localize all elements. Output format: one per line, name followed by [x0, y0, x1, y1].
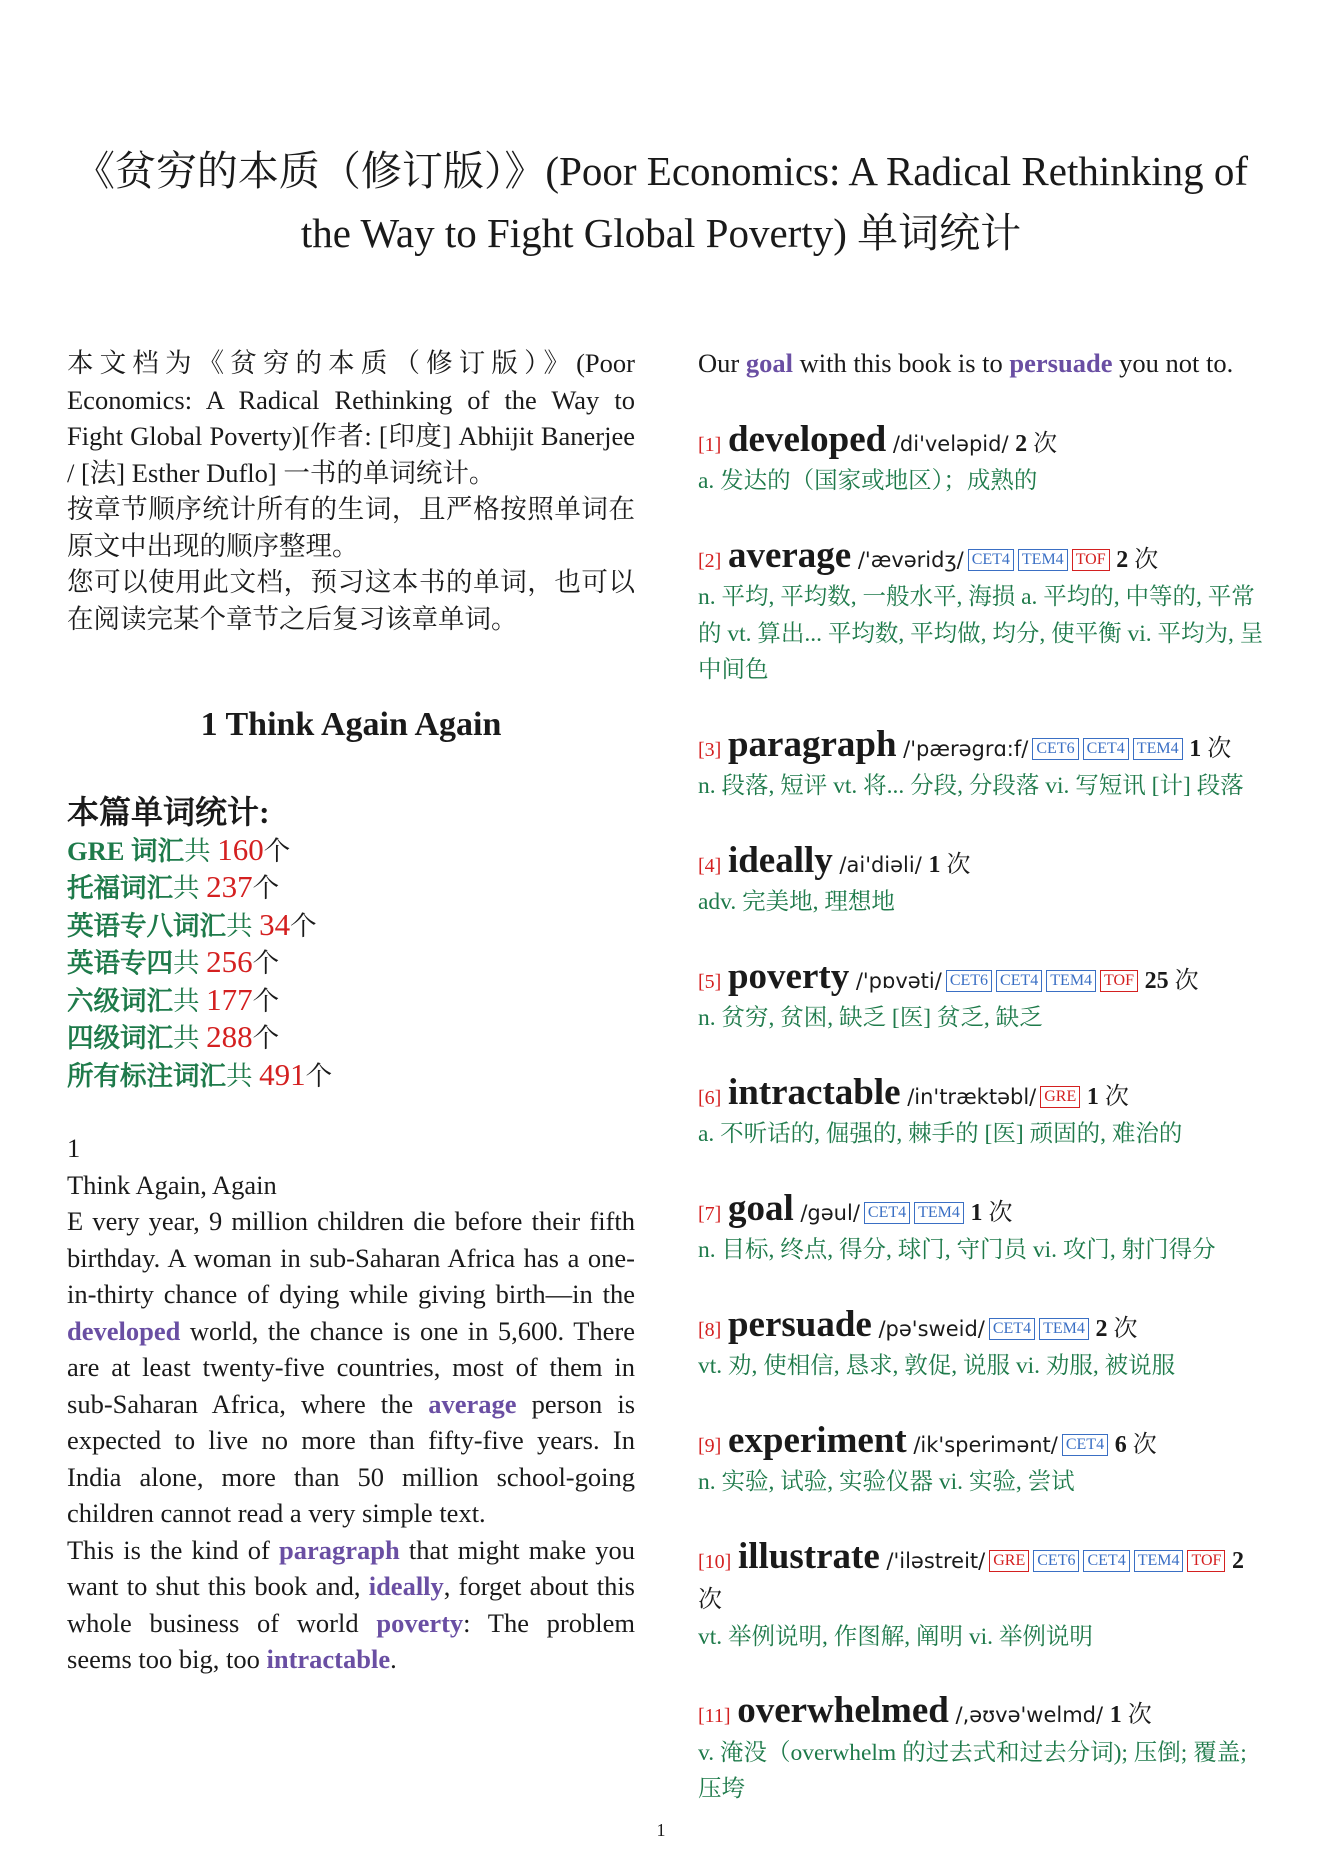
vocab-entry: [698, 1535, 1266, 1656]
vocab-entry: [698, 1187, 1266, 1269]
entry-index: [2]: [698, 549, 722, 572]
body-paragraph-1: E very year, 9 million children die before their fifth birthday. A woman in sub-Saharan Africa has a one-in-thirty chance of dying while giving birth—in the developed world, the chance is one in 5,600. There are at least twenty-five countries, most of them in sub-Saharan Africa, where the average person is expected to live no more than fifty-five years. In India alone, more than 50 million school-going children cannot read a very simple text.: [67, 1206, 636, 1528]
entry-head: [698, 1535, 1266, 1619]
exam-tag: CET6: [1032, 738, 1078, 760]
entry-count: 2 次: [698, 1547, 1245, 1613]
entry-head: [698, 1419, 1266, 1465]
word-stats: [67, 792, 635, 1095]
entry-count: 6 次: [1114, 1431, 1157, 1458]
entry-index: [9]: [698, 1434, 722, 1457]
exam-tag: TOF: [1100, 970, 1138, 992]
entry-definition: v. 淹没（overwhelm 的过去式和过去分词); 压倒; 覆盖; 压垮: [698, 1739, 1247, 1802]
highlight-word: poverty: [376, 1607, 464, 1638]
stat-mid: 共: [173, 1023, 207, 1053]
entry-definition: n. 平均, 平均数, 一般水平, 海损 a. 平均的, 中等的, 平常的 vt. 算出... 平均数, 平均做, 均分, 使平衡 vi. 平均为, 呈中间色: [698, 584, 1264, 683]
intro-paragraph-1: 本文档为《贫穷的本质（修订版）》(Poor Economics: A Radical Rethinking of the Way to Fight Global Poverty)[作者: [印度] Abhijit Banerjee / [法] Esther Duflo] 一书的单词统计。: [67, 348, 635, 488]
exam-tag: GRE: [1040, 1086, 1080, 1108]
entry-count: 1 次: [928, 851, 971, 878]
entry-phonetic: /di'veləpid/: [892, 431, 1009, 456]
stat-mid: 共: [226, 1060, 260, 1091]
stat-mid: 共: [226, 910, 260, 941]
vocab-entry: [698, 1303, 1266, 1385]
stat-label: 六级词汇: [67, 985, 173, 1016]
vocab-entry: [698, 418, 1266, 500]
entry-definition: vt. 举例说明, 作图解, 阐明 vi. 举例说明: [698, 1623, 1093, 1650]
entry-definition: n. 段落, 短评 vt. 将... 分段, 分段落 vi. 写短讯 [计] 段落: [698, 773, 1244, 799]
stat-unit: 个: [252, 873, 280, 903]
entry-index: [1]: [698, 433, 722, 456]
entry-phonetic: /'iləstreit/: [886, 1548, 986, 1573]
entry-count: 1 次: [1109, 1702, 1152, 1728]
vocab-entry: [698, 1690, 1266, 1808]
entry-phonetic: /ai'diəli/: [839, 852, 922, 877]
exam-tag: TOF: [1187, 1550, 1225, 1572]
stats-title: 本篇单词统计:: [67, 793, 270, 830]
page-number: 1: [656, 1820, 666, 1840]
highlight-word: intractable: [266, 1644, 391, 1674]
highlight-word: average: [428, 1388, 517, 1419]
stat-label: 所有标注词汇: [67, 1060, 226, 1091]
exam-tag: CET4: [864, 1202, 910, 1224]
highlight-word: developed: [67, 1315, 181, 1346]
entry-head: [698, 534, 1266, 580]
entry-phonetic: /ik'sperimənt/: [913, 1432, 1058, 1457]
stat-count: 34: [259, 906, 291, 942]
entry-definition: a. 发达的（国家或地区）；成熟的: [698, 468, 1038, 494]
stat-label: 托福词汇: [67, 873, 173, 903]
stat-line: [67, 1057, 635, 1095]
entry-head: [698, 839, 1266, 885]
stat-line: [67, 1019, 635, 1057]
stat-unit: 个: [252, 948, 280, 978]
entry-word: intractable: [727, 1071, 901, 1113]
vocab-entry: [698, 534, 1266, 689]
entry-count: 1 次: [1189, 735, 1232, 762]
stat-line: [67, 982, 635, 1020]
chapter-heading: 1 Think Again Again: [200, 706, 502, 743]
exam-tag: GRE: [989, 1550, 1029, 1572]
entry-count: 2 次: [1015, 430, 1058, 457]
vocabulary-list: [698, 418, 1266, 1808]
entry-word: developed: [727, 418, 887, 460]
document-title: 《贫穷的本质（修订版）》(Poor Economics: A Radical Rethinking of the Way to Fight Global Poverty) 单词统计: [73, 148, 1249, 256]
exam-tag: CET4: [968, 549, 1014, 571]
entry-phonetic: /in'træktəbl/: [907, 1084, 1037, 1109]
vocab-entry: [698, 1071, 1266, 1153]
exam-tag: TOF: [1072, 549, 1110, 571]
entry-index: [6]: [698, 1086, 722, 1109]
entry-phonetic: /'pɒvəti/: [855, 968, 942, 993]
exam-tag: CET6: [946, 970, 992, 992]
exam-tag: TEM4: [1046, 970, 1096, 992]
entry-definition: adv. 完美地, 理想地: [698, 889, 895, 915]
stat-mid: 共: [173, 873, 207, 903]
stat-label: 英语专四: [67, 948, 173, 978]
stat-line: [67, 832, 635, 870]
entry-definition: a. 不听话的, 倔强的, 棘手的 [医] 顽固的, 难治的: [698, 1121, 1183, 1147]
intro-paragraph-3: 您可以使用此文档，预习这本书的单词，也可以在阅读完某个章节之后复习该章单词。: [67, 567, 635, 634]
exam-tag: TEM4: [1133, 738, 1183, 760]
entry-count: 25 次: [1144, 967, 1199, 994]
entry-head: [698, 723, 1266, 769]
chapter-title: Think Again, Again: [67, 1169, 277, 1200]
entry-index: [7]: [698, 1202, 722, 1225]
entry-word: illustrate: [737, 1535, 880, 1577]
exam-tag: CET4: [1062, 1434, 1108, 1456]
stat-line: [67, 944, 635, 982]
entry-definition: vt. 劝, 使相信, 恳求, 敦促, 说服 vi. 劝服, 被说服: [698, 1353, 1176, 1379]
entry-phonetic: /gəul/: [800, 1200, 860, 1225]
entry-count: 1 次: [1086, 1083, 1129, 1110]
entry-phonetic: /,əʊvə'welmd/: [955, 1703, 1104, 1727]
exam-tag: CET4: [989, 1318, 1035, 1340]
exam-tag: CET6: [1033, 1550, 1079, 1572]
exam-tag: TEM4: [1018, 549, 1068, 571]
entry-head: [698, 1690, 1266, 1735]
entry-index: [10]: [698, 1550, 732, 1573]
entry-word: ideally: [727, 839, 833, 881]
entry-head: [698, 1071, 1266, 1117]
entry-word: persuade: [727, 1303, 872, 1345]
entry-word: goal: [727, 1187, 794, 1229]
entry-head: [698, 1187, 1266, 1233]
stat-count: 288: [206, 1019, 253, 1054]
stat-count: 491: [259, 1056, 306, 1092]
stat-mid: 共: [173, 948, 207, 978]
exam-tag: TEM4: [1039, 1318, 1089, 1340]
entry-count: 1 次: [970, 1199, 1013, 1226]
entry-word: overwhelmed: [737, 1690, 949, 1731]
vocab-entry: [698, 723, 1266, 805]
stat-label: GRE 词汇: [67, 835, 185, 866]
stat-line: [67, 869, 635, 907]
entry-head: [698, 418, 1266, 464]
stat-unit: 个: [252, 1023, 280, 1053]
entry-index: [4]: [698, 854, 722, 877]
chapter-body: [67, 1130, 635, 1678]
entry-definition: n. 实验, 试验, 实验仪器 vi. 实验, 尝试: [698, 1469, 1075, 1495]
right-intro-text: Our goal with this book is to persuade you not to.: [698, 348, 1234, 378]
highlight-word: paragraph: [279, 1534, 400, 1565]
vocab-entry: [698, 1419, 1266, 1501]
entry-word: experiment: [727, 1419, 907, 1461]
exam-tag: CET4: [996, 970, 1042, 992]
highlight-word: ideally: [368, 1571, 444, 1601]
left-column: [67, 345, 635, 1678]
entry-definition: n. 贫穷, 贫困, 缺乏 [医] 贫乏, 缺乏: [698, 1005, 1043, 1031]
exam-tag: TEM4: [914, 1202, 964, 1224]
highlight-word: persuade: [1009, 348, 1113, 378]
entry-head: [698, 1303, 1266, 1349]
entry-index: [11]: [698, 1705, 731, 1727]
entry-phonetic: /pə'sweid/: [878, 1316, 985, 1341]
entry-count: 2 次: [1116, 546, 1159, 573]
stat-count: 177: [206, 981, 253, 1017]
exam-tag: TEM4: [1134, 1550, 1184, 1572]
stat-label: 英语专八词汇: [67, 910, 226, 941]
stat-unit: 个: [263, 835, 291, 866]
highlight-word: goal: [745, 348, 793, 378]
stat-count: 256: [206, 944, 253, 979]
stat-line: [67, 907, 635, 945]
stat-count: 160: [217, 831, 264, 867]
entry-index: [8]: [698, 1318, 722, 1341]
entry-word: average: [727, 534, 852, 576]
entry-index: [3]: [698, 738, 722, 761]
right-column: [698, 345, 1266, 1808]
entry-definition: n. 目标, 终点, 得分, 球门, 守门员 vi. 攻门, 射门得分: [698, 1237, 1216, 1263]
exam-tag: CET4: [1083, 738, 1129, 760]
stat-unit: 个: [252, 985, 280, 1016]
vocab-entry: [698, 955, 1266, 1037]
body-paragraph-2: This is the kind of paragraph that might make you want to shut this book and, ideally, forget about this whole business of world poverty: The problem seems too big, too intractable.: [67, 1534, 635, 1674]
stat-count: 237: [206, 869, 253, 904]
stat-unit: 个: [305, 1060, 333, 1091]
chapter-number: 1: [67, 1133, 81, 1163]
vocab-entry: [698, 839, 1266, 921]
stat-mid: 共: [184, 835, 218, 866]
stat-label: 四级词汇: [67, 1023, 173, 1053]
entry-phonetic: /'pærəgrɑ:f/: [903, 736, 1029, 761]
entry-index: [5]: [698, 970, 722, 993]
entry-head: [698, 955, 1266, 1001]
stat-unit: 个: [290, 910, 317, 941]
entry-count: 2 次: [1095, 1315, 1138, 1342]
entry-phonetic: /'ævəridʒ/: [857, 547, 964, 572]
exam-tag: CET4: [1083, 1550, 1129, 1572]
entry-word: paragraph: [727, 723, 897, 765]
intro-paragraph-2: 按章节顺序统计所有的生词，且严格按照单词在原文中出现的顺序整理。: [67, 494, 635, 561]
entry-word: poverty: [727, 955, 850, 997]
stat-mid: 共: [173, 985, 207, 1016]
